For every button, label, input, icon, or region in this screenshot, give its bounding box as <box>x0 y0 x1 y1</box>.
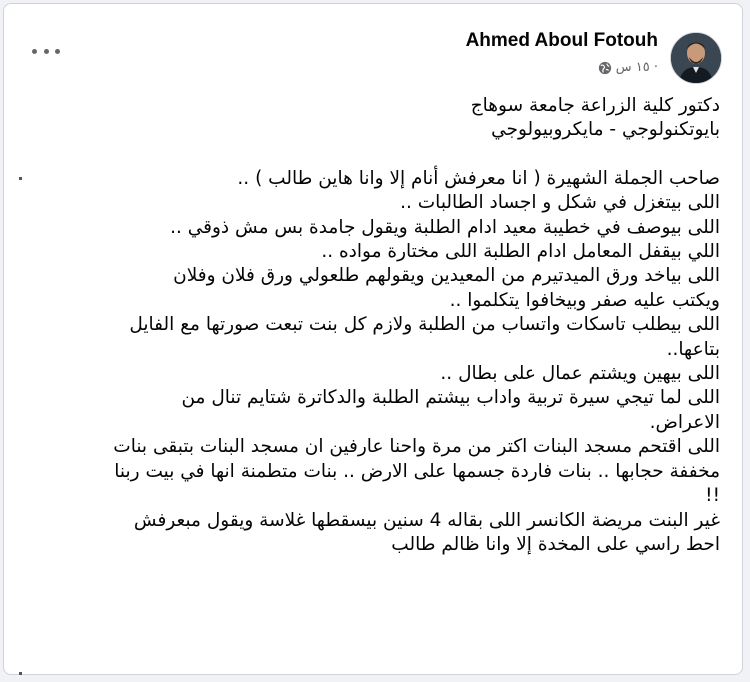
post-text-line: !! <box>705 485 720 507</box>
more-options-icon[interactable] <box>32 44 60 58</box>
dot <box>32 49 37 54</box>
post-text-line: صاحب الجملة الشهيرة ( انا معرفش أنام إلا وانا هاين طالب ) .. <box>237 167 720 189</box>
post-text-line: ويكتب عليه صفر وبيخافوا يتكلموا .. <box>449 289 720 311</box>
post-card <box>3 3 743 675</box>
post-body <box>30 94 720 557</box>
post-text-line: اللى بيطلب تاسكات واتساب من الطلبة ولازم كل بنت تبعت صورتها مع الفايل <box>129 314 720 336</box>
post-text-line: اللى بياخد ورق الميدتيرم من المعيدين ويقولهم طلعولي ورق فلان وفلان <box>173 265 720 287</box>
post-text-line: اللى اقتحم مسجد البنات اكتر من مرة واحنا عارفين ان مسجد البنات بتبقى بنات <box>113 436 720 458</box>
post-text-line: بايوتكنولوجي - مايكروبيولوجي <box>491 119 720 141</box>
avatar-image <box>671 33 721 83</box>
post-text-line: دكتور كلية الزراعة جامعة سوهاج <box>470 95 720 116</box>
post-text-line: اللى بيتغزل في شكل و اجساد الطالبات .. <box>400 192 720 214</box>
post-text-line: مخففة حجابها .. بنات فاردة جسمها على الارض .. بنات متطمنة انها في بيت ربنا <box>114 460 720 482</box>
post-meta <box>598 60 658 75</box>
blank-line <box>30 143 720 167</box>
globe-icon[interactable] <box>598 61 612 75</box>
divider-dot <box>19 177 22 180</box>
dot <box>55 49 60 54</box>
post-text-line: غير البنت مريضة الكانسر اللى بقاله 4 سنين بيسقطها غلاسة ويقول مبعرفش <box>133 509 720 531</box>
author-name[interactable]: Ahmed Aboul Fotouh <box>465 30 658 51</box>
post-time[interactable]: ١٥ س · <box>615 60 658 75</box>
post-text-line: اللى لما تيجي سيرة تربية واداب بيشتم الطلبة والدكاترة شتايم تنال من <box>181 387 720 409</box>
post-text-line: الاعراض. <box>649 411 720 433</box>
dot <box>44 49 49 54</box>
post-header <box>4 22 742 82</box>
post-text-line: احط راسي على المخدة إلا وانا ظالم طالب <box>391 533 720 555</box>
post-text-line: بتاعها.. <box>666 338 720 360</box>
post-text-line: اللى بيوصف في خطيبة معيد ادام الطلبة ويقول جامدة بس مش ذوقي .. <box>170 216 720 238</box>
post-text-line: اللي بيقفل المعامل ادام الطلبة اللى مختارة مواده .. <box>321 241 720 263</box>
post-text-line: اللى بيهين ويشتم عمال على بطال .. <box>440 363 720 385</box>
avatar[interactable] <box>670 32 722 84</box>
divider-dot <box>19 672 22 675</box>
